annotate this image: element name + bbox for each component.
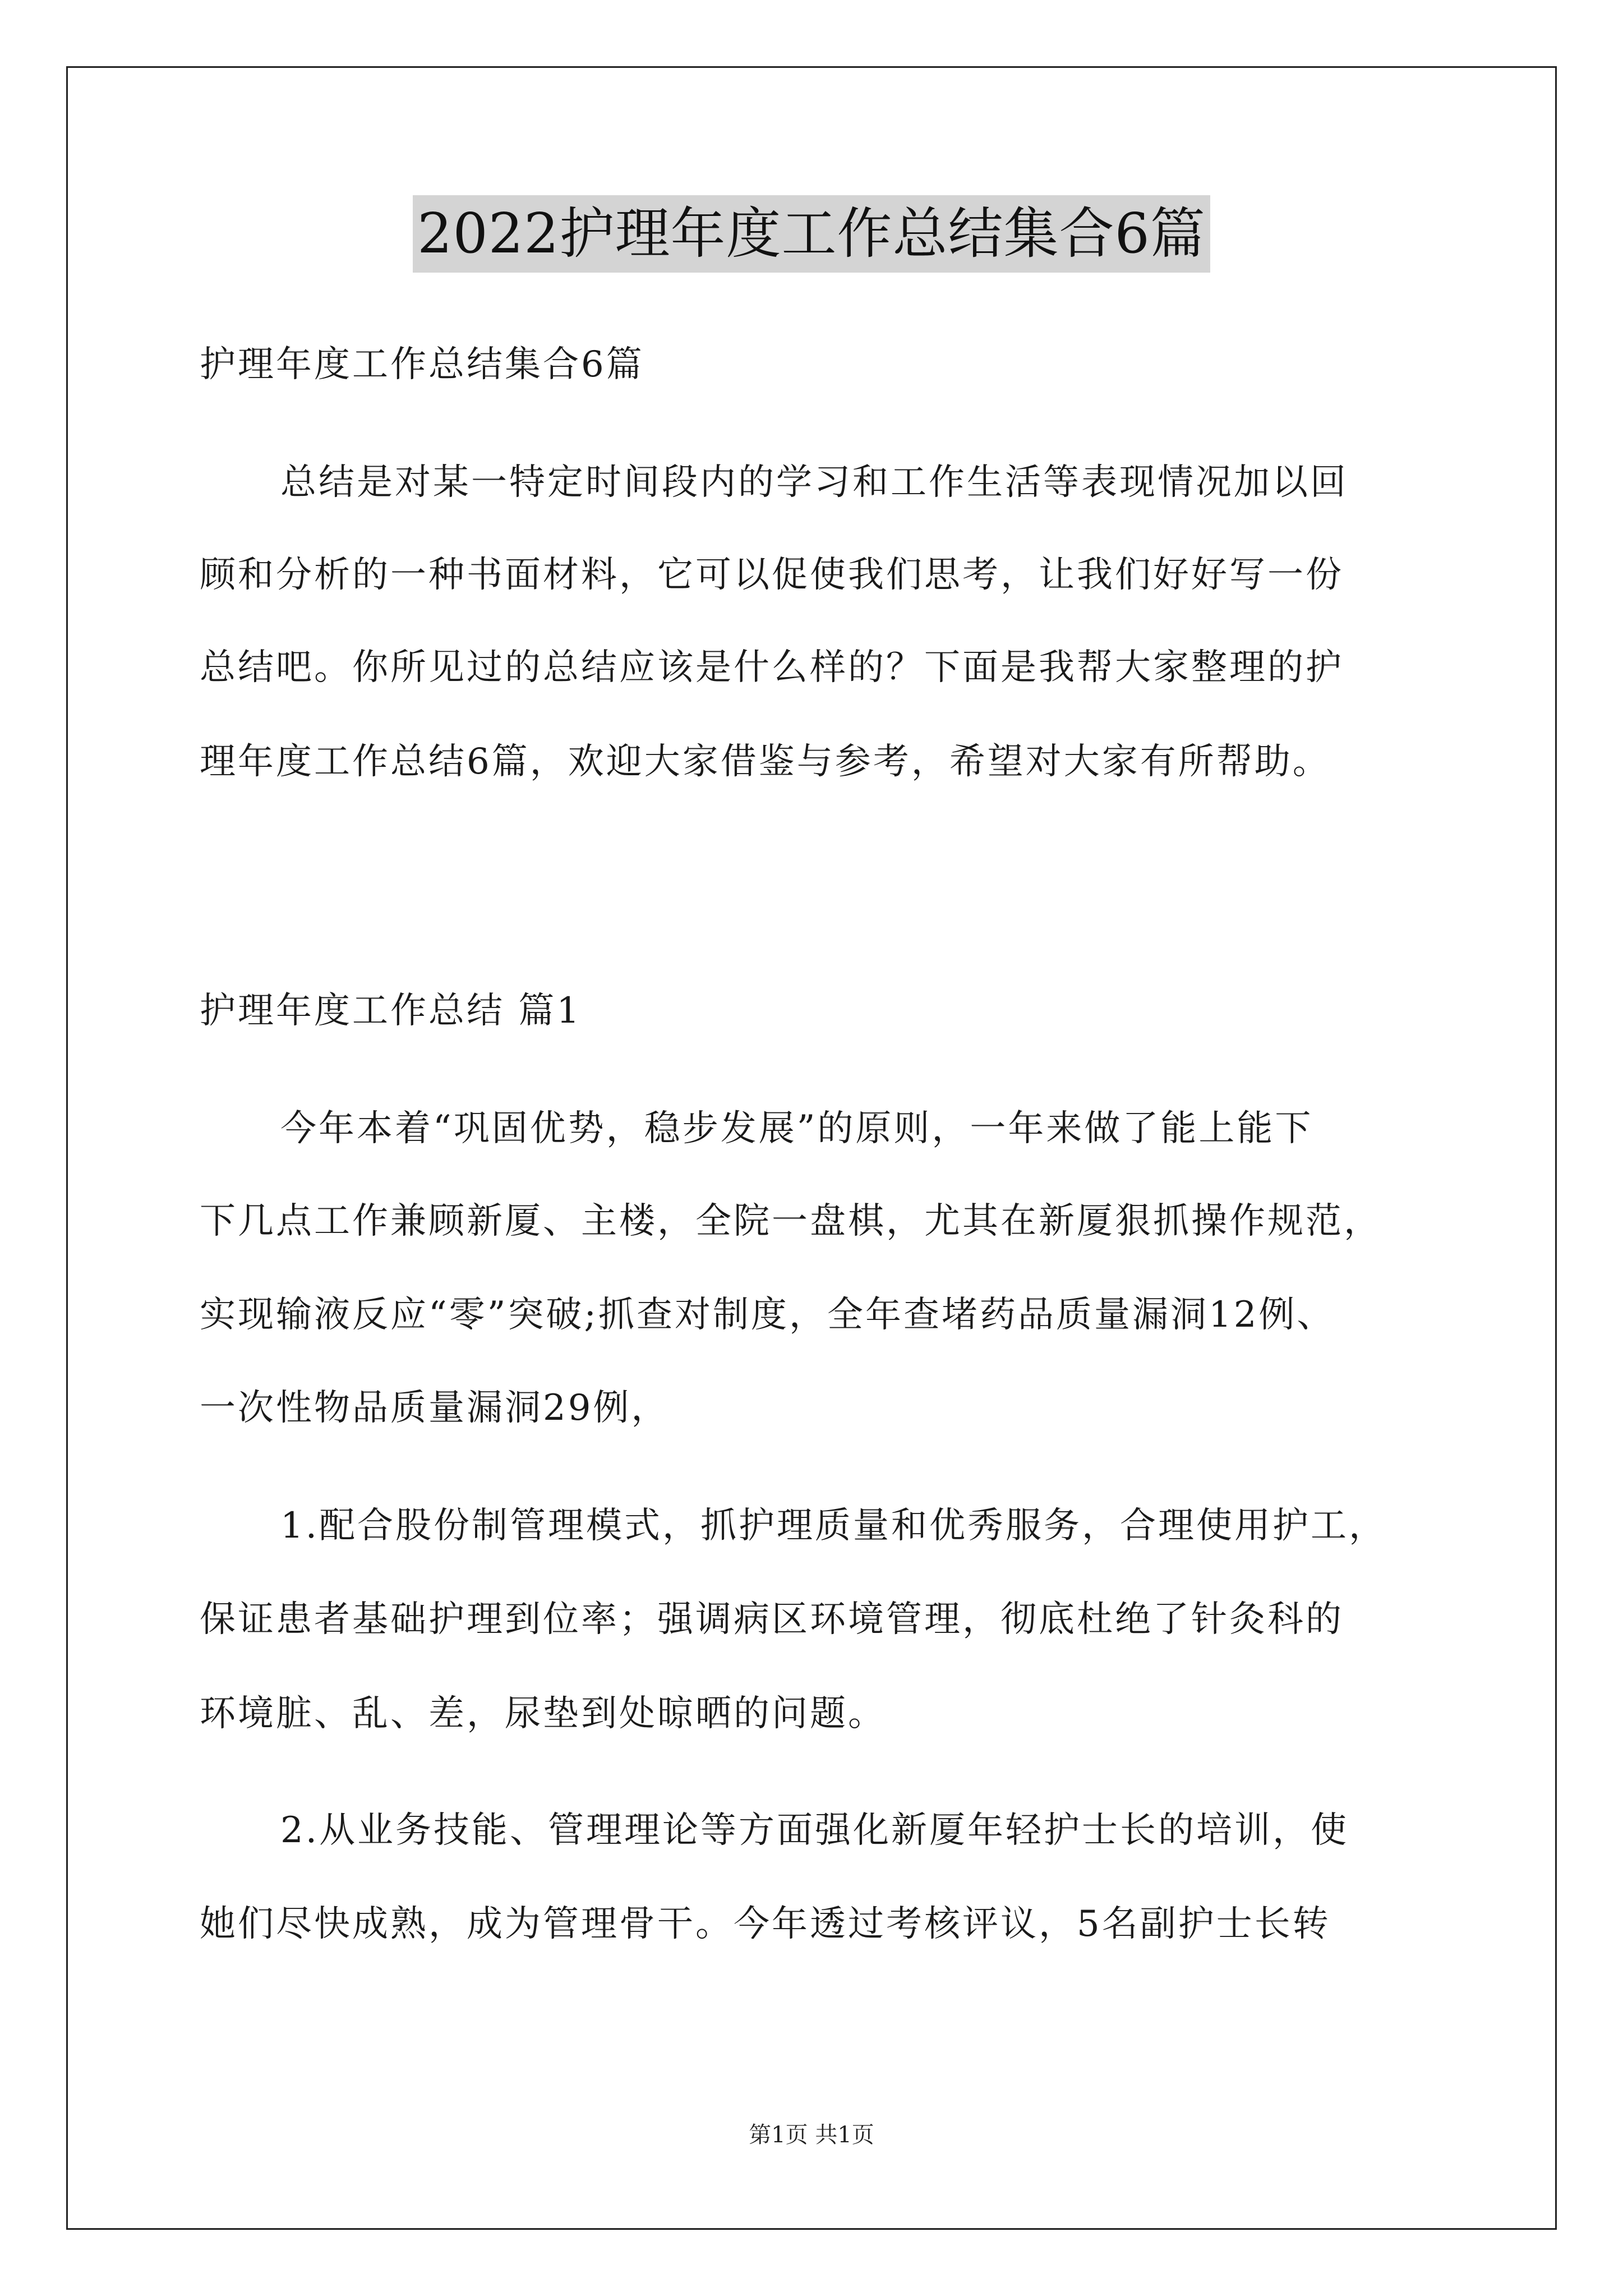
section-1-item-2-line-2: 她们尽快成熟，成为管理骨干。今年透过考核评议，5名副护士长转	[200, 1903, 1331, 1945]
intro-line-4: 理年度工作总结6篇，欢迎大家借鉴与参考，希望对大家有所帮助。	[200, 741, 1331, 783]
section-1-item-1-line-1: 1.配合股份制管理模式，抓护理质量和优秀服务，合理使用护工，	[280, 1505, 1387, 1547]
section-1-item-2-line-1: 2.从业务技能、管理理论等方面强化新厦年轻护士长的培训，使	[280, 1810, 1349, 1851]
section-1-para-1-line-4: 一次性物品质量漏洞29例，	[200, 1387, 670, 1429]
document-title: 2022护理年度工作总结集合6篇	[413, 195, 1210, 273]
section-1-para-1-line-3: 实现输液反应“零”突破;抓查对制度，全年查堵药品质量漏洞12例、	[200, 1294, 1335, 1336]
section-1-para-1-line-1: 今年本着“巩固优势，稳步发展”的原则，一年来做了能上能下	[280, 1108, 1313, 1149]
intro-line-3: 总结吧。你所见过的总结应该是什么样的？下面是我帮大家整理的护	[200, 647, 1344, 688]
title-container	[0, 195, 1623, 273]
document-subtitle: 护理年度工作总结集合6篇	[200, 344, 644, 385]
intro-line-2: 顾和分析的一种书面材料，它可以促使我们思考，让我们好好写一份	[200, 554, 1344, 596]
section-1-para-1-line-2: 下几点工作兼顾新厦、主楼，全院一盘棋，尤其在新厦狠抓操作规范，	[200, 1200, 1382, 1242]
section-1-item-1-line-2: 保证患者基础护理到位率；强调病区环境管理，彻底杜绝了针灸科的	[200, 1599, 1344, 1640]
section-1-item-1-line-3: 环境脏、乱、差，尿垫到处晾晒的问题。	[200, 1693, 886, 1734]
section-1-heading: 护理年度工作总结 篇1	[200, 990, 582, 1032]
intro-line-1: 总结是对某一特定时间段内的学习和工作生活等表现情况加以回	[280, 462, 1348, 503]
page-footer: 第1页 共1页	[749, 2122, 874, 2148]
